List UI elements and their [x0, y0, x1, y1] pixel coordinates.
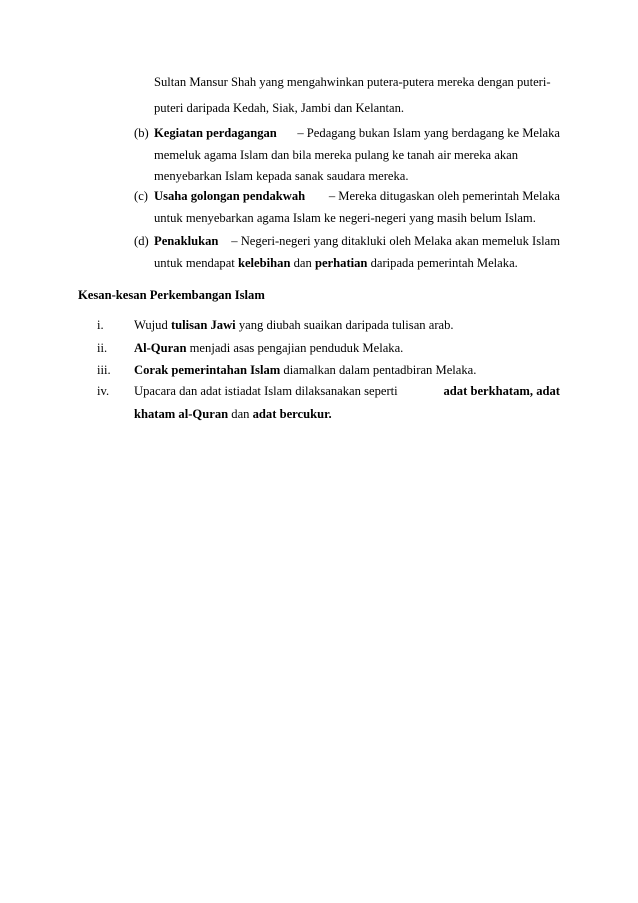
- effect-i-line: [134, 317, 454, 333]
- factor-d-line-2: [154, 255, 518, 271]
- effect-iii-line: [134, 362, 476, 378]
- factor-c-line-2-text: untuk menyebarkan agama Islam ke negeri-negeri yang masih belum Islam.: [154, 211, 536, 225]
- factor-c-line-1: [154, 188, 560, 204]
- factor-b-line-2: [154, 147, 560, 163]
- effect-iv-bold: adat berkhatam, adat: [443, 384, 560, 398]
- section-heading: [78, 287, 265, 303]
- factor-b-line-1-rest: – Pedagang bukan Islam yang berdagang ke Melaka: [297, 126, 560, 140]
- effect-iii-num: iii.: [97, 363, 111, 377]
- effect-iv-line-2-c: dan: [231, 407, 250, 421]
- factor-d-marker: (d): [134, 234, 149, 248]
- effect-ii-bold: Al-Quran: [134, 341, 187, 355]
- effect-iv-bold-bercukur: adat bercukur.: [252, 407, 332, 421]
- factor-d-bold-kelebihan: kelebihan: [237, 256, 291, 270]
- factor-b-line-1: [154, 125, 560, 141]
- effect-iv-num: iv.: [97, 384, 110, 398]
- factor-d-title: Penaklukan: [154, 234, 219, 248]
- effect-ii-num: ii.: [97, 341, 108, 355]
- intro-line-1: [154, 74, 560, 90]
- effect-iv-line-2: [134, 406, 332, 422]
- factor-b-line-3-text: menyebarkan Islam kepada sanak saudara mereka.: [154, 169, 409, 183]
- intro-line-2: [154, 100, 404, 116]
- factor-d-line-2-c: dan: [293, 256, 312, 270]
- effect-ii-line: [134, 340, 403, 356]
- effect-ii-c: menjadi asas pengajian penduduk Melaka.: [189, 341, 404, 355]
- effect-iv-a: Upacara dan adat istiadat Islam dilaksanakan seperti: [134, 384, 398, 398]
- factor-d-line-1: [154, 233, 560, 249]
- factor-d-line-2-d: daripada pemerintah Melaka.: [370, 256, 518, 270]
- effect-iii-c: diamalkan dalam pentadbiran Melaka.: [283, 363, 477, 377]
- factor-d-bold-perhatian: perhatian: [314, 256, 368, 270]
- factor-b-line-2-text: memeluk agama Islam dan bila mereka pulang ke tanah air mereka akan: [154, 148, 519, 162]
- section-heading-text: Kesan-kesan Perkembangan Islam: [78, 288, 265, 302]
- factor-c-line-2: [154, 210, 536, 226]
- effect-iv-line-1: [134, 383, 560, 399]
- effect-iii-bold: Corak pemerintahan Islam: [134, 363, 281, 377]
- factor-d-line-2-a: untuk mendapat: [154, 256, 235, 270]
- factor-d-line-1-rest: – Negeri-negeri yang ditakluki oleh Melaka akan memeluk Islam: [231, 234, 560, 248]
- factor-c-title: Usaha golongan pendakwah: [154, 189, 306, 203]
- effect-iv-bold-khatam: khatam al-Quran: [134, 407, 229, 421]
- effect-i-num: i.: [97, 318, 104, 332]
- factor-b-marker: (b): [134, 126, 149, 140]
- factor-c-line-1-rest: – Mereka ditugaskan oleh pemerintah Melaka: [328, 189, 560, 203]
- effect-i-a: Wujud: [134, 318, 168, 332]
- effect-i-c: yang diubah suaikan daripada tulisan arab.: [238, 318, 454, 332]
- effect-i-bold: tulisan Jawi: [170, 318, 236, 332]
- factor-b-line-3: [154, 168, 409, 184]
- intro-line-2-text: puteri daripada Kedah, Siak, Jambi dan Kelantan.: [154, 101, 405, 115]
- factor-b-title: Kegiatan perdagangan: [154, 126, 277, 140]
- factor-c-marker: (c): [134, 189, 148, 203]
- intro-line-1-text: Sultan Mansur Shah yang mengahwinkan putera-putera mereka dengan puteri-: [154, 75, 551, 89]
